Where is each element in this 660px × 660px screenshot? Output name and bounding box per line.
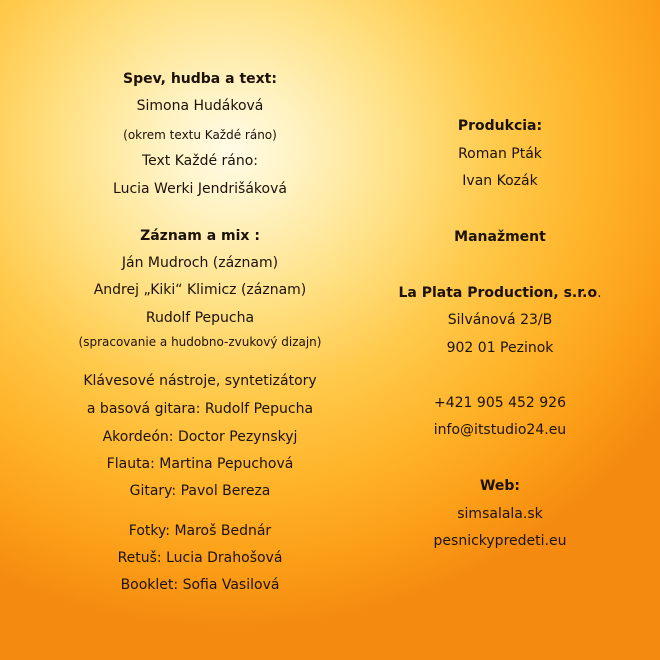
website-1: simsalala.sk	[457, 506, 543, 522]
lyrics-name: Lucia Werki Jendrišáková	[113, 181, 287, 197]
recording-credit-1: Ján Mudroch (záznam)	[121, 255, 279, 271]
contact-email: info@itstudio24.eu	[433, 422, 567, 438]
lyrics-label: Text Každé ráno:	[141, 153, 259, 169]
flute-credit: Flauta: Martina Pepuchová	[106, 456, 294, 472]
contact-phone: +421 905 452 926	[434, 395, 566, 411]
vocals-heading: Spev, hudba a text:	[123, 71, 277, 87]
management-heading: Manažment	[454, 229, 546, 245]
recording-heading: Záznam a mix :	[140, 228, 260, 244]
vocals-note: (okrem textu Každé ráno)	[123, 128, 277, 142]
company-name-line	[370, 284, 630, 302]
photo-credit: Fotky: Maroš Bednár	[128, 523, 272, 539]
company-city: 902 01 Pezinok	[446, 340, 554, 356]
recording-credit-3-note: (spracovanie a hudobno-zvukový dizajn)	[78, 335, 322, 349]
website-2: pesnickypredeti.eu	[433, 533, 567, 549]
company-street: Silvánová 23/B	[447, 312, 553, 328]
producer-1: Roman Pták	[458, 146, 542, 162]
recording-credit-2: Andrej „Kiki“ Klimicz (záznam)	[93, 282, 307, 298]
production-heading: Produkcia:	[457, 118, 543, 134]
booklet-credit: Booklet: Sofia Vasilová	[120, 577, 280, 593]
company-name-dot: .	[597, 285, 602, 301]
accordion-credit: Akordeón: Doctor Pezynskyj	[102, 429, 298, 445]
web-heading: Web:	[479, 478, 521, 494]
vocals-name: Simona Hudáková	[136, 98, 264, 114]
producer-2: Ivan Kozák	[462, 173, 538, 189]
instruments-line-2: a basová gitara: Rudolf Pepucha	[86, 401, 314, 417]
instruments-line-1: Klávesové nástroje, syntetizátory	[83, 373, 317, 389]
recording-credit-3: Rudolf Pepucha	[145, 310, 255, 326]
company-name: La Plata Production, s.r.o	[398, 285, 598, 301]
retouch-credit: Retuš: Lucia Drahošová	[117, 550, 283, 566]
guitar-credit: Gitary: Pavol Bereza	[129, 483, 271, 499]
